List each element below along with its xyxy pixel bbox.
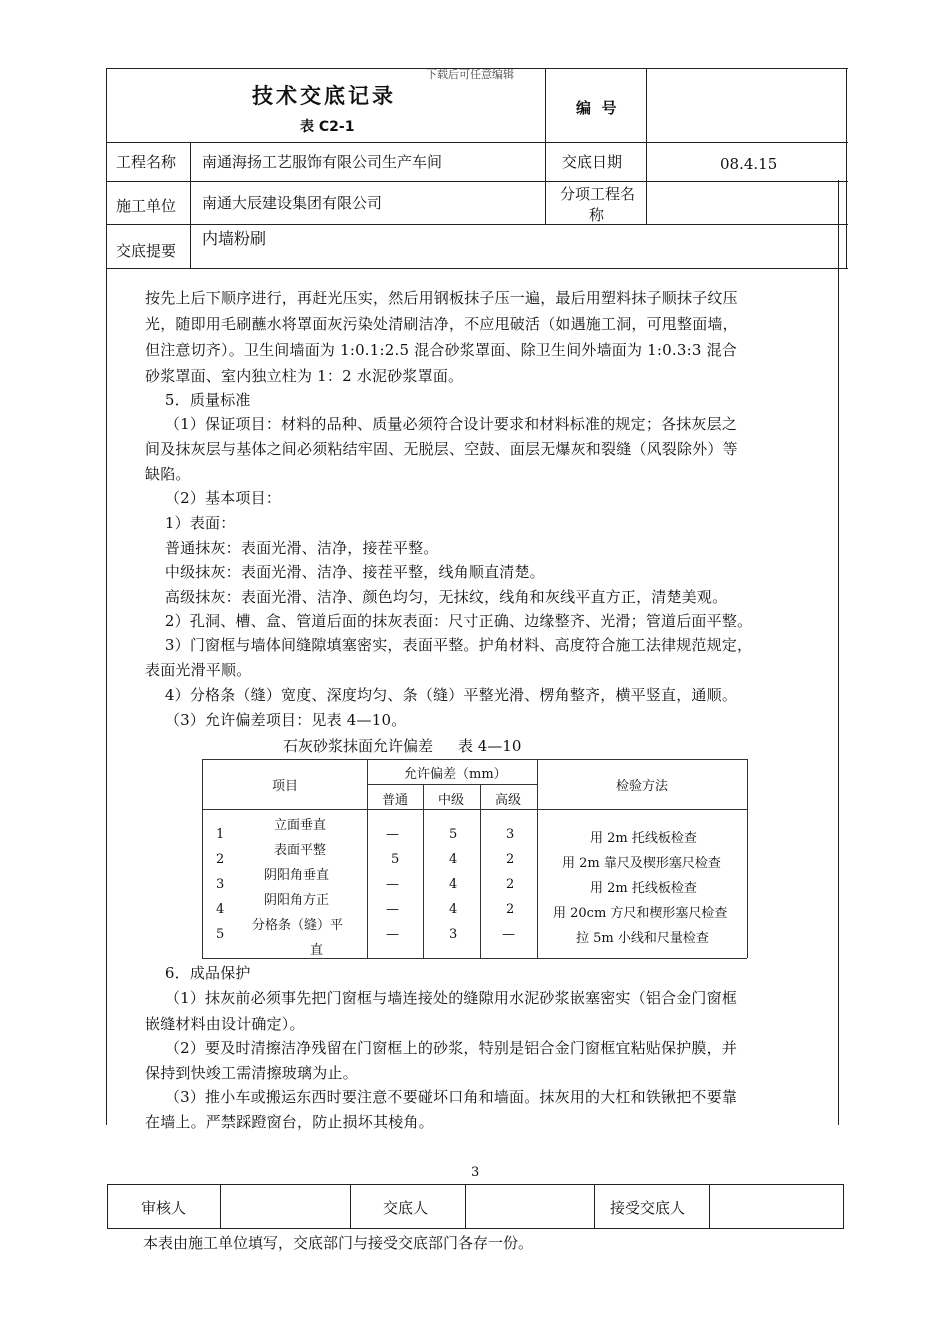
- header-medium: 中级: [438, 793, 465, 808]
- row-number: 2: [216, 852, 225, 867]
- page-number: 3: [471, 1165, 480, 1180]
- header-tolerance: 允许偏差（mm）: [404, 767, 507, 782]
- reviewer-label: 审核人: [141, 1199, 187, 1217]
- row-number: 4: [216, 902, 225, 917]
- summary-value: 内墙粉刷: [202, 229, 267, 248]
- body-line: 砂浆罩面、室内独立柱为 1：2 水泥砂浆罩面。: [145, 367, 464, 385]
- body-line: 在墙上。严禁踩蹬窗台，防止损坏其棱角。: [145, 1113, 434, 1131]
- row-number: 5: [216, 927, 225, 942]
- advanced-value: 2: [506, 877, 515, 892]
- method-value: 用 2m 托线板检查: [590, 881, 697, 896]
- body-line: （3）允许偏差项目：见表 4—10。: [145, 711, 407, 729]
- footer-note: 本表由施工单位填写，交底部门与接受交底部门各存一份。: [143, 1234, 534, 1252]
- advanced-value: 3: [506, 827, 515, 842]
- row-item: 阴阳角垂直: [264, 868, 330, 883]
- body-line: （3）推小车或搬运东西时要注意不要碰坏口角和墙面。抹灰用的大杠和铁锹把不要靠: [145, 1088, 738, 1106]
- number-label: 编 号: [576, 99, 617, 117]
- body-line: 保持到快竣工需清擦玻璃为止。: [145, 1064, 358, 1082]
- table-caption-code: 表 4—10: [458, 737, 522, 755]
- project-name-label: 工程名称: [116, 153, 177, 171]
- advanced-value: 2: [506, 902, 515, 917]
- form-title: 技术交底记录: [252, 84, 396, 108]
- body-line: 4）分格条（缝）宽度、深度均匀、条（缝）平整光滑、楞角整齐，横平竖直，通顺。: [145, 686, 738, 704]
- presenter-label: 交底人: [383, 1199, 429, 1217]
- body-line: 5．质量标准: [145, 391, 251, 409]
- date-value: 08.4.15: [720, 155, 778, 173]
- medium-value: 3: [449, 927, 458, 942]
- body-line: 按先上后下顺序进行，再赶光压实，然后用钢板抹子压一遍，最后用塑料抹子顺抹子纹压: [145, 289, 738, 307]
- row-number: 3: [216, 877, 225, 892]
- body-line: 但注意切齐）。卫生间墙面为 1:0.1:2.5 混合砂浆罩面、除卫生间外墙面为 1:0.3:3 混合: [145, 341, 737, 359]
- body-line: 6．成品保护: [145, 964, 251, 982]
- row-item: 表面平整: [274, 843, 327, 858]
- body-line: 2）孔洞、槽、盒、管道后面的抹灰表面：尺寸正确、边缘整齐、光滑；管道后面平整。: [145, 612, 753, 630]
- ordinary-value: 5: [391, 852, 400, 867]
- method-value: 拉 5m 小线和尺量检查: [576, 931, 709, 946]
- watermark: 下载后可任意编辑: [426, 68, 514, 81]
- row-item: 阴阳角方正: [264, 893, 330, 908]
- header-item: 项目: [272, 779, 299, 794]
- receiver-label: 接受交底人: [610, 1199, 686, 1217]
- body-line: 高级抹灰：表面光滑、洁净、颜色均匀，无抹纹，线角和灰线平直方正，清楚美观。: [145, 588, 728, 606]
- method-value: 用 20cm 方尺和楔形塞尺检查: [553, 906, 728, 921]
- ordinary-value: —: [386, 927, 399, 942]
- row-item: 直: [310, 943, 324, 958]
- method-value: 用 2m 托线板检查: [590, 831, 697, 846]
- body-line: 嵌缝材料由设计确定）。: [145, 1015, 305, 1033]
- body-line: 1）表面：: [145, 514, 236, 532]
- form-code: 表 C2-1: [300, 119, 355, 135]
- subproject-label-line2: 称: [589, 206, 605, 224]
- medium-value: 4: [449, 852, 458, 867]
- body-line: 光，随即用毛刷蘸水将罩面灰污染处清刷洁净，不应甩破活（如遇施工洞，可甩整面墙，: [145, 315, 738, 333]
- ordinary-value: —: [386, 827, 399, 842]
- medium-value: 5: [449, 827, 458, 842]
- body-line: （1）抹灰前必须事先把门窗框与墙连接处的缝隙用水泥砂浆嵌塞密实（铝合金门窗框: [145, 989, 738, 1007]
- body-line: 间及抹灰层与基体之间必须粘结牢固、无脱层、空鼓、面层无爆灰和裂缝（风裂除外）等: [145, 440, 738, 458]
- advanced-value: —: [502, 927, 515, 942]
- ordinary-value: —: [386, 902, 399, 917]
- body-line: 普通抹灰：表面光滑、洁净，接茬平整。: [145, 539, 439, 557]
- header-advanced: 高级: [495, 793, 522, 808]
- date-label: 交底日期: [562, 153, 623, 171]
- medium-value: 4: [449, 902, 458, 917]
- body-line: 中级抹灰：表面光滑、洁净、接茬平整，线角顺直清楚。: [145, 563, 545, 581]
- subproject-label-line1: 分项工程名: [560, 185, 636, 203]
- body-line: 缺陷。: [145, 465, 191, 483]
- body-line: 3）门窗框与墙体间缝隙填塞密实，表面平整。护角材料、高度符合施工法律规范规定，: [145, 636, 753, 654]
- ordinary-value: —: [386, 877, 399, 892]
- header-ordinary: 普通: [382, 793, 409, 808]
- body-line: （1）保证项目：材料的品种、质量必须符合设计要求和材料标准的规定；各抹灰层之: [145, 415, 738, 433]
- header-method: 检验方法: [616, 779, 669, 794]
- body-line: （2）基本项目：: [145, 489, 282, 507]
- row-item: 分格条（缝）平: [252, 918, 344, 933]
- body-line: 表面光滑平顺。: [145, 661, 252, 679]
- row-item: 立面垂直: [274, 818, 327, 833]
- method-value: 用 2m 靠尺及楔形塞尺检查: [562, 856, 721, 871]
- contractor-value: 南通大辰建设集团有限公司: [202, 194, 383, 212]
- project-name-value: 南通海扬工艺服饰有限公司生产车间: [202, 153, 443, 171]
- advanced-value: 2: [506, 852, 515, 867]
- summary-label: 交底提要: [116, 242, 177, 260]
- contractor-label: 施工单位: [116, 197, 177, 215]
- table-caption: 石灰砂浆抹面允许偏差: [283, 737, 434, 755]
- row-number: 1: [216, 827, 225, 842]
- body-line: （2）要及时清擦洁净残留在门窗框上的砂浆，特别是铝合金门窗框宜粘贴保护膜，并: [145, 1039, 738, 1057]
- medium-value: 4: [449, 877, 458, 892]
